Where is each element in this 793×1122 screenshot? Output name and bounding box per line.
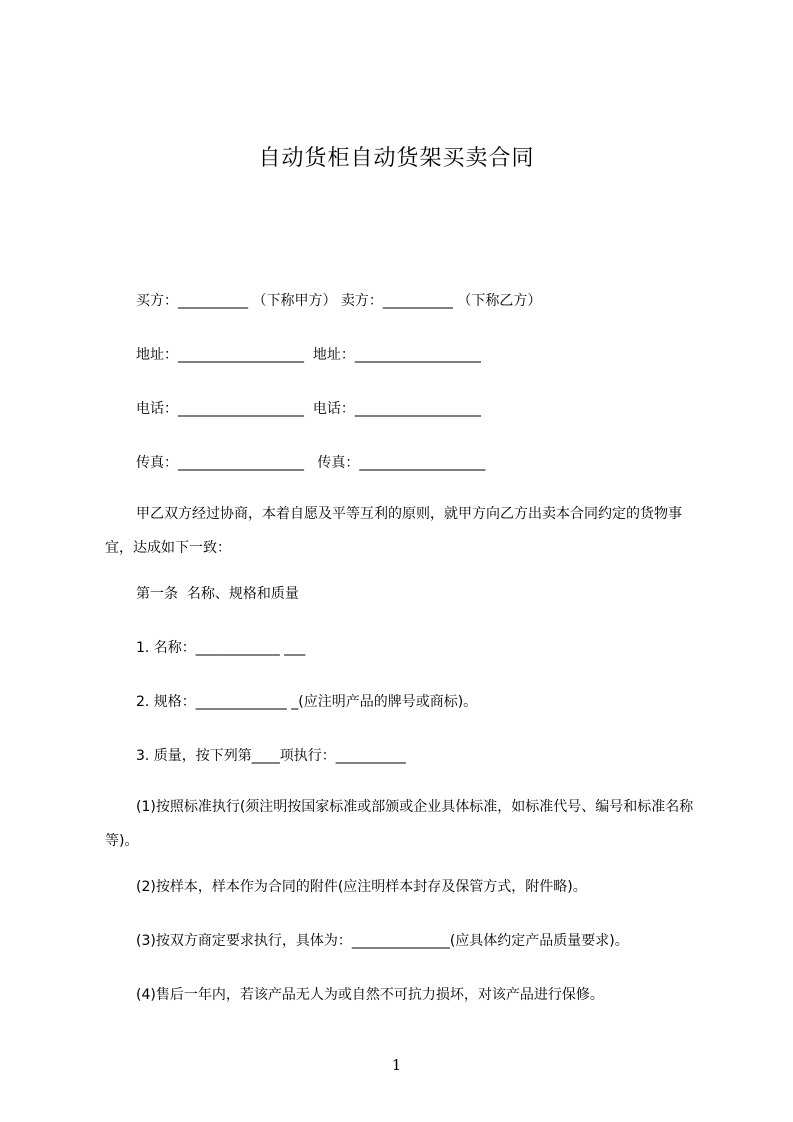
page-number: 1 [391,1056,402,1074]
article1-item3: 3. 质量，按下列第____项执行：__________ [136,748,406,764]
article1-sub3: (3)按双方商定要求执行，具体为：______________(应具体约定产品质量要求)。 [136,933,629,949]
address-line: 地址：__________________ 地址：__________________ [136,347,481,363]
article1-sub4: (4)售后一年内，若该产品无人为或自然不可抗力损坏，对该产品进行保修。 [136,987,604,1003]
article1-sub1: (1)按照标准执行(须注明按国家标准或部颁或企业具体标准，如标准代号、编号和标准名称等)。 [105,799,694,849]
article1-item1: 1. 名称：____________ ___ [136,640,306,656]
article1-item2: 2. 规格：_____________ _(应注明产品的牌号或商标)。 [136,694,478,710]
article1-sub2: (2)按样本，样本作为合同的附件(应注明样本封存及保管方式，附件略)。 [136,879,587,895]
buyer-seller-line: 买方：__________ （下称甲方） 卖方：__________ （下称乙方） [136,293,542,309]
intro-paragraph: 甲乙双方经过协商，本着自愿及平等互利的原则，就甲方向乙方出卖本合同约定的货物事宜，达成如下一致： [105,506,682,556]
document-title: 自动货柜自动货架买卖合同 [258,146,535,171]
phone-line: 电话：__________________ 电话：__________________ [136,401,481,417]
article1-heading: 第一条 名称、规格和质量 [136,586,299,602]
fax-line: 传真：__________________ 传真：__________________ [136,455,486,471]
